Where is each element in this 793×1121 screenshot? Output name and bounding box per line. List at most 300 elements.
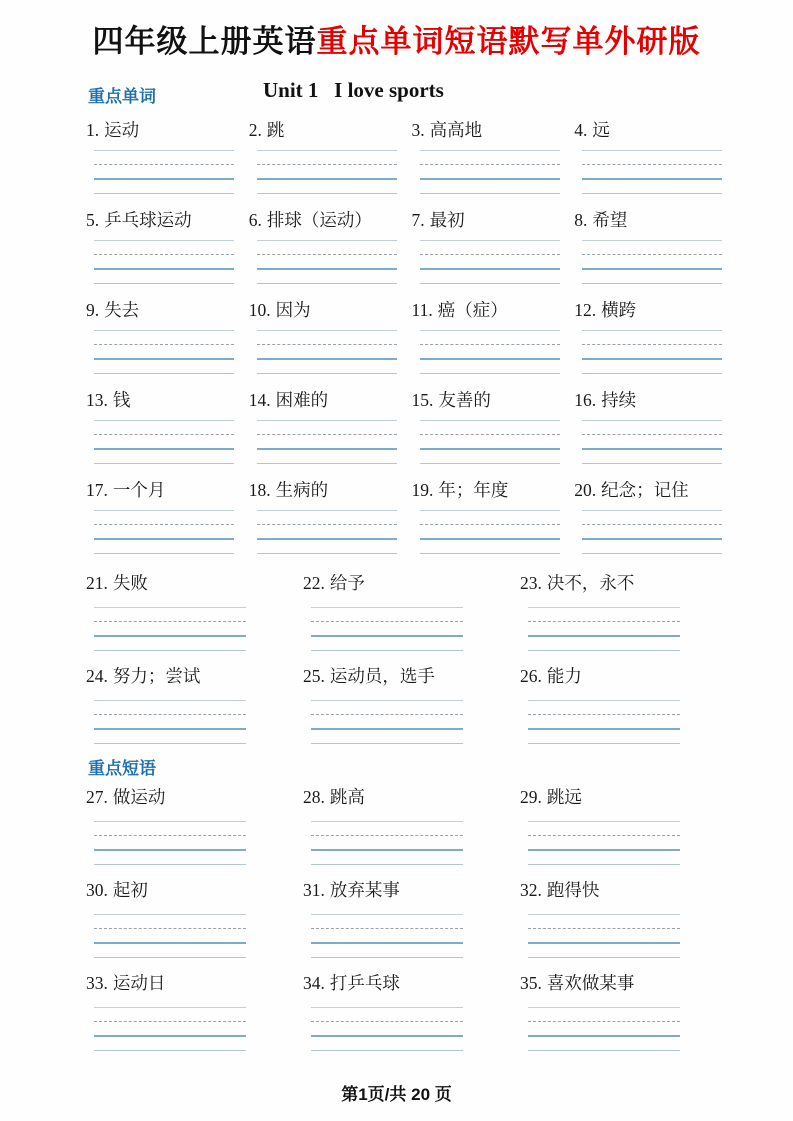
rule-line: [582, 330, 722, 331]
rule-line: [582, 344, 722, 345]
phrase-item-27: [86, 784, 303, 861]
writing-lines: [94, 420, 234, 464]
item-number: 16.: [574, 389, 597, 410]
rule-line: [528, 1021, 680, 1022]
item-label: [249, 477, 412, 502]
vocab-item-8: [574, 207, 737, 284]
rule-line: [94, 621, 246, 622]
writing-lines: [257, 510, 397, 554]
item-text: 跳高: [329, 786, 365, 807]
rule-line: [528, 714, 680, 715]
vocab-item-17: [86, 477, 249, 554]
rule-line: [582, 463, 722, 464]
rule-line: [420, 193, 560, 194]
item-text: 起初: [112, 879, 148, 900]
vocab-item-26: [520, 663, 737, 740]
item-number: 20.: [574, 479, 597, 500]
rule-line: [528, 957, 680, 958]
item-text: 给予: [329, 572, 365, 593]
item-number: 12.: [574, 299, 597, 320]
rule-line: [94, 864, 246, 865]
rule-line: [420, 240, 560, 241]
item-text: 失败: [112, 572, 148, 593]
item-number: 26.: [520, 665, 542, 686]
rule-line: [420, 178, 560, 180]
rule-line: [311, 849, 463, 851]
rule-line: [582, 268, 722, 270]
rule-line: [528, 1035, 680, 1037]
rule-line: [94, 268, 234, 270]
item-text: 钱: [112, 389, 131, 410]
item-text: 困难的: [275, 389, 329, 410]
rule-line: [311, 650, 463, 651]
item-number: 15.: [411, 389, 434, 410]
rule-line: [94, 1007, 246, 1008]
item-number: 22.: [303, 572, 325, 593]
words-grid-4col: [86, 117, 737, 554]
rule-line: [582, 538, 722, 540]
item-label: [303, 663, 520, 688]
writing-lines: [311, 1007, 463, 1051]
rule-line: [257, 178, 397, 180]
item-text: 失去: [104, 299, 140, 320]
vocab-item-18: [249, 477, 412, 554]
rule-line: [582, 178, 722, 180]
writing-lines: [311, 607, 463, 651]
rule-line: [94, 942, 246, 944]
rule-line: [94, 553, 234, 554]
writing-lines: [420, 240, 560, 284]
rule-line: [311, 700, 463, 701]
item-number: 8.: [574, 209, 588, 230]
item-number: 11.: [411, 299, 433, 320]
item-text: 友善的: [438, 389, 491, 410]
rule-line: [420, 524, 560, 525]
rule-line: [257, 268, 397, 270]
item-text: 决不，永不: [546, 572, 635, 593]
phrase-item-32: [520, 877, 737, 954]
item-number: 28.: [303, 786, 325, 807]
item-number: 30.: [86, 879, 108, 900]
item-text: 癌（症）: [437, 299, 508, 320]
rule-line: [420, 254, 560, 255]
item-text: 年；年度: [438, 479, 509, 500]
item-label: [249, 387, 412, 412]
writing-lines: [257, 420, 397, 464]
writing-lines: [420, 150, 560, 194]
item-label: [86, 207, 249, 232]
item-number: 19.: [411, 479, 434, 500]
vocab-item-2: [249, 117, 412, 194]
rule-line: [528, 635, 680, 637]
rule-line: [420, 538, 560, 540]
rule-line: [528, 849, 680, 851]
rule-line: [420, 553, 560, 554]
vocab-item-13: [86, 387, 249, 464]
rule-line: [94, 150, 234, 151]
rule-line: [420, 150, 560, 151]
phrases-grid: [86, 784, 737, 1047]
item-label: [249, 207, 412, 232]
writing-lines: [420, 420, 560, 464]
item-text: 放弃某事: [329, 879, 400, 900]
item-text: 能力: [546, 665, 582, 686]
rule-line: [582, 434, 722, 435]
rule-line: [94, 164, 234, 165]
rule-line: [311, 743, 463, 744]
item-text: 最初: [429, 209, 465, 230]
phrase-item-35: [520, 970, 737, 1047]
rule-line: [94, 283, 234, 284]
rule-line: [420, 448, 560, 450]
rule-line: [582, 283, 722, 284]
rule-line: [257, 420, 397, 421]
rule-line: [311, 821, 463, 822]
item-label: [249, 297, 412, 322]
rule-line: [420, 463, 560, 464]
rule-line: [582, 254, 722, 255]
rule-line: [528, 864, 680, 865]
rule-line: [94, 849, 246, 851]
key-words-heading: 重点单词: [88, 86, 156, 106]
writing-lines: [257, 150, 397, 194]
writing-lines: [257, 330, 397, 374]
item-number: 33.: [86, 972, 108, 993]
item-text: 远: [592, 119, 610, 140]
vocab-item-16: [574, 387, 737, 464]
item-text: 高高地: [429, 119, 483, 140]
writing-lines: [582, 150, 722, 194]
item-number: 10.: [248, 299, 271, 320]
rule-line: [420, 268, 560, 270]
item-number: 7.: [411, 209, 425, 230]
writing-lines: [94, 1007, 246, 1051]
rule-line: [94, 635, 246, 637]
item-label: [86, 970, 303, 995]
writing-lines: [94, 240, 234, 284]
vocab-item-15: [412, 387, 575, 464]
item-text: 横跨: [601, 299, 637, 320]
item-text: 持续: [601, 389, 637, 410]
item-label: [574, 297, 737, 322]
vocab-item-9: [86, 297, 249, 374]
item-label: [303, 784, 520, 809]
rule-line: [528, 743, 680, 744]
item-label: [86, 663, 303, 688]
rule-line: [94, 240, 234, 241]
item-label: [520, 784, 737, 809]
vocab-item-19: [412, 477, 575, 554]
rule-line: [94, 743, 246, 744]
rule-line: [257, 344, 397, 345]
writing-lines: [528, 607, 680, 651]
item-label: [574, 207, 737, 232]
item-label: [249, 117, 412, 142]
item-number: 18.: [248, 479, 271, 500]
vocab-item-11: [412, 297, 575, 374]
item-label: [86, 477, 249, 502]
rule-line: [420, 330, 560, 331]
vocab-item-14: [249, 387, 412, 464]
item-number: 35.: [520, 972, 542, 993]
rule-line: [420, 164, 560, 165]
rule-line: [582, 448, 722, 450]
phrase-item-29: [520, 784, 737, 861]
rule-line: [94, 373, 234, 374]
rule-line: [257, 283, 397, 284]
rule-line: [311, 835, 463, 836]
rule-line: [420, 420, 560, 421]
rule-line: [311, 864, 463, 865]
rule-line: [94, 420, 234, 421]
item-number: 13.: [86, 389, 108, 410]
item-number: 3.: [411, 119, 425, 140]
rule-line: [528, 942, 680, 944]
rule-line: [311, 635, 463, 637]
writing-lines: [528, 700, 680, 744]
page-title: [0, 0, 793, 60]
words-grid-3col: [86, 570, 737, 740]
rule-line: [582, 524, 722, 525]
writing-lines: [528, 914, 680, 958]
rule-line: [94, 193, 234, 194]
rule-line: [94, 510, 234, 511]
rule-line: [94, 178, 234, 180]
rule-line: [311, 1021, 463, 1022]
unit-title: Unit 1 I love sports: [263, 77, 444, 102]
item-number: 6.: [248, 209, 262, 230]
rule-line: [582, 510, 722, 511]
rule-line: [311, 928, 463, 929]
rule-line: [257, 240, 397, 241]
rule-line: [582, 240, 722, 241]
rule-line: [311, 621, 463, 622]
writing-lines: [94, 700, 246, 744]
item-label: [86, 387, 249, 412]
item-number: 25.: [303, 665, 325, 686]
rule-line: [311, 1050, 463, 1051]
rule-line: [257, 193, 397, 194]
rule-line: [311, 914, 463, 915]
item-text: 纪念；记住: [601, 479, 689, 500]
rule-line: [94, 330, 234, 331]
rule-line: [94, 448, 234, 450]
rule-line: [528, 650, 680, 651]
item-text: 运动: [104, 119, 140, 140]
rule-line: [528, 835, 680, 836]
section-header-row: [0, 77, 793, 107]
item-number: 5.: [86, 209, 100, 230]
rule-line: [94, 538, 234, 540]
vocab-item-10: [249, 297, 412, 374]
rule-line: [582, 358, 722, 360]
key-phrases-heading: 重点短语: [88, 758, 156, 778]
writing-lines: [94, 510, 234, 554]
item-label: [303, 570, 520, 595]
item-text: 做运动: [112, 786, 166, 807]
rule-line: [582, 150, 722, 151]
rule-line: [94, 650, 246, 651]
item-label: [86, 877, 303, 902]
writing-lines: [311, 821, 463, 865]
writing-lines: [94, 330, 234, 374]
item-text: 运动日: [112, 972, 166, 993]
phrase-item-30: [86, 877, 303, 954]
item-label: [574, 387, 737, 412]
rule-line: [582, 164, 722, 165]
rule-line: [582, 193, 722, 194]
rule-line: [94, 434, 234, 435]
rule-line: [528, 607, 680, 608]
rule-line: [420, 344, 560, 345]
rule-line: [94, 358, 234, 360]
writing-lines: [94, 914, 246, 958]
item-number: 2.: [248, 119, 262, 140]
item-number: 4.: [574, 119, 588, 140]
item-label: [86, 297, 249, 322]
item-label: [412, 477, 575, 502]
rule-line: [420, 510, 560, 511]
rule-line: [582, 373, 722, 374]
item-text: 因为: [275, 299, 311, 320]
item-text: 喜欢做某事: [546, 972, 635, 993]
item-text: 生病的: [275, 479, 329, 500]
item-number: 24.: [86, 665, 108, 686]
item-label: [86, 117, 249, 142]
rule-line: [257, 330, 397, 331]
rule-line: [311, 1035, 463, 1037]
writing-lines: [582, 330, 722, 374]
rule-line: [94, 914, 246, 915]
rule-line: [257, 510, 397, 511]
rule-line: [311, 728, 463, 730]
phrase-item-34: [303, 970, 520, 1047]
item-number: 32.: [520, 879, 542, 900]
rule-line: [257, 373, 397, 374]
writing-lines: [528, 1007, 680, 1051]
item-label: [86, 784, 303, 809]
item-text: 运动员，选手: [329, 665, 435, 686]
rule-line: [257, 434, 397, 435]
rule-line: [528, 700, 680, 701]
item-label: [520, 970, 737, 995]
rule-line: [94, 1021, 246, 1022]
rule-line: [311, 957, 463, 958]
item-label: [412, 387, 575, 412]
rule-line: [528, 1050, 680, 1051]
item-label: [86, 570, 303, 595]
item-text: 打乒乓球: [329, 972, 400, 993]
rule-line: [420, 358, 560, 360]
writing-lines: [257, 240, 397, 284]
phrase-item-31: [303, 877, 520, 954]
rule-line: [94, 700, 246, 701]
item-label: [520, 877, 737, 902]
vocab-item-22: [303, 570, 520, 647]
rule-line: [582, 420, 722, 421]
rule-line: [94, 254, 234, 255]
rule-line: [94, 835, 246, 836]
item-number: 9.: [86, 299, 100, 320]
item-label: [303, 877, 520, 902]
rule-line: [257, 358, 397, 360]
vocab-item-7: [412, 207, 575, 284]
writing-lines: [94, 607, 246, 651]
item-number: 23.: [520, 572, 542, 593]
rule-line: [94, 928, 246, 929]
writing-lines: [94, 821, 246, 865]
rule-line: [94, 607, 246, 608]
vocab-item-5: [86, 207, 249, 284]
rule-line: [311, 607, 463, 608]
rule-line: [257, 448, 397, 450]
writing-lines: [582, 240, 722, 284]
rule-line: [94, 1035, 246, 1037]
rule-line: [528, 728, 680, 730]
phrase-item-28: [303, 784, 520, 861]
item-label: [412, 117, 575, 142]
rule-line: [420, 434, 560, 435]
vocab-item-4: [574, 117, 737, 194]
item-label: [574, 477, 737, 502]
item-number: 31.: [303, 879, 325, 900]
rule-line: [94, 344, 234, 345]
rule-line: [420, 373, 560, 374]
item-text: 跳远: [546, 786, 582, 807]
item-number: 14.: [248, 389, 271, 410]
rule-line: [94, 1050, 246, 1051]
writing-lines: [420, 510, 560, 554]
rule-line: [311, 1007, 463, 1008]
rule-line: [528, 821, 680, 822]
rule-line: [257, 150, 397, 151]
rule-line: [257, 553, 397, 554]
item-text: 排球（运动）: [266, 209, 372, 230]
title-red: 重点单词短语默写单外研版: [316, 24, 701, 59]
rule-line: [257, 463, 397, 464]
vocab-item-24: [86, 663, 303, 740]
item-text: 一个月: [112, 479, 166, 500]
item-number: 27.: [86, 786, 108, 807]
item-label: [412, 207, 575, 232]
writing-lines: [311, 700, 463, 744]
rule-line: [94, 728, 246, 730]
writing-lines: [582, 420, 722, 464]
item-text: 跳: [266, 119, 285, 140]
phrase-item-33: [86, 970, 303, 1047]
rule-line: [257, 538, 397, 540]
item-label: [520, 570, 737, 595]
rule-line: [94, 463, 234, 464]
rule-line: [311, 942, 463, 944]
rule-line: [420, 283, 560, 284]
rule-line: [257, 524, 397, 525]
rule-line: [528, 1007, 680, 1008]
vocab-item-25: [303, 663, 520, 740]
item-number: 21.: [86, 572, 108, 593]
item-number: 1.: [86, 119, 100, 140]
item-text: 跑得快: [546, 879, 600, 900]
item-text: 努力；尝试: [112, 665, 201, 686]
rule-line: [94, 714, 246, 715]
vocab-item-21: [86, 570, 303, 647]
rule-line: [528, 928, 680, 929]
writing-lines: [582, 510, 722, 554]
vocab-item-6: [249, 207, 412, 284]
vocab-item-23: [520, 570, 737, 647]
rule-line: [311, 714, 463, 715]
writing-lines: [311, 914, 463, 958]
